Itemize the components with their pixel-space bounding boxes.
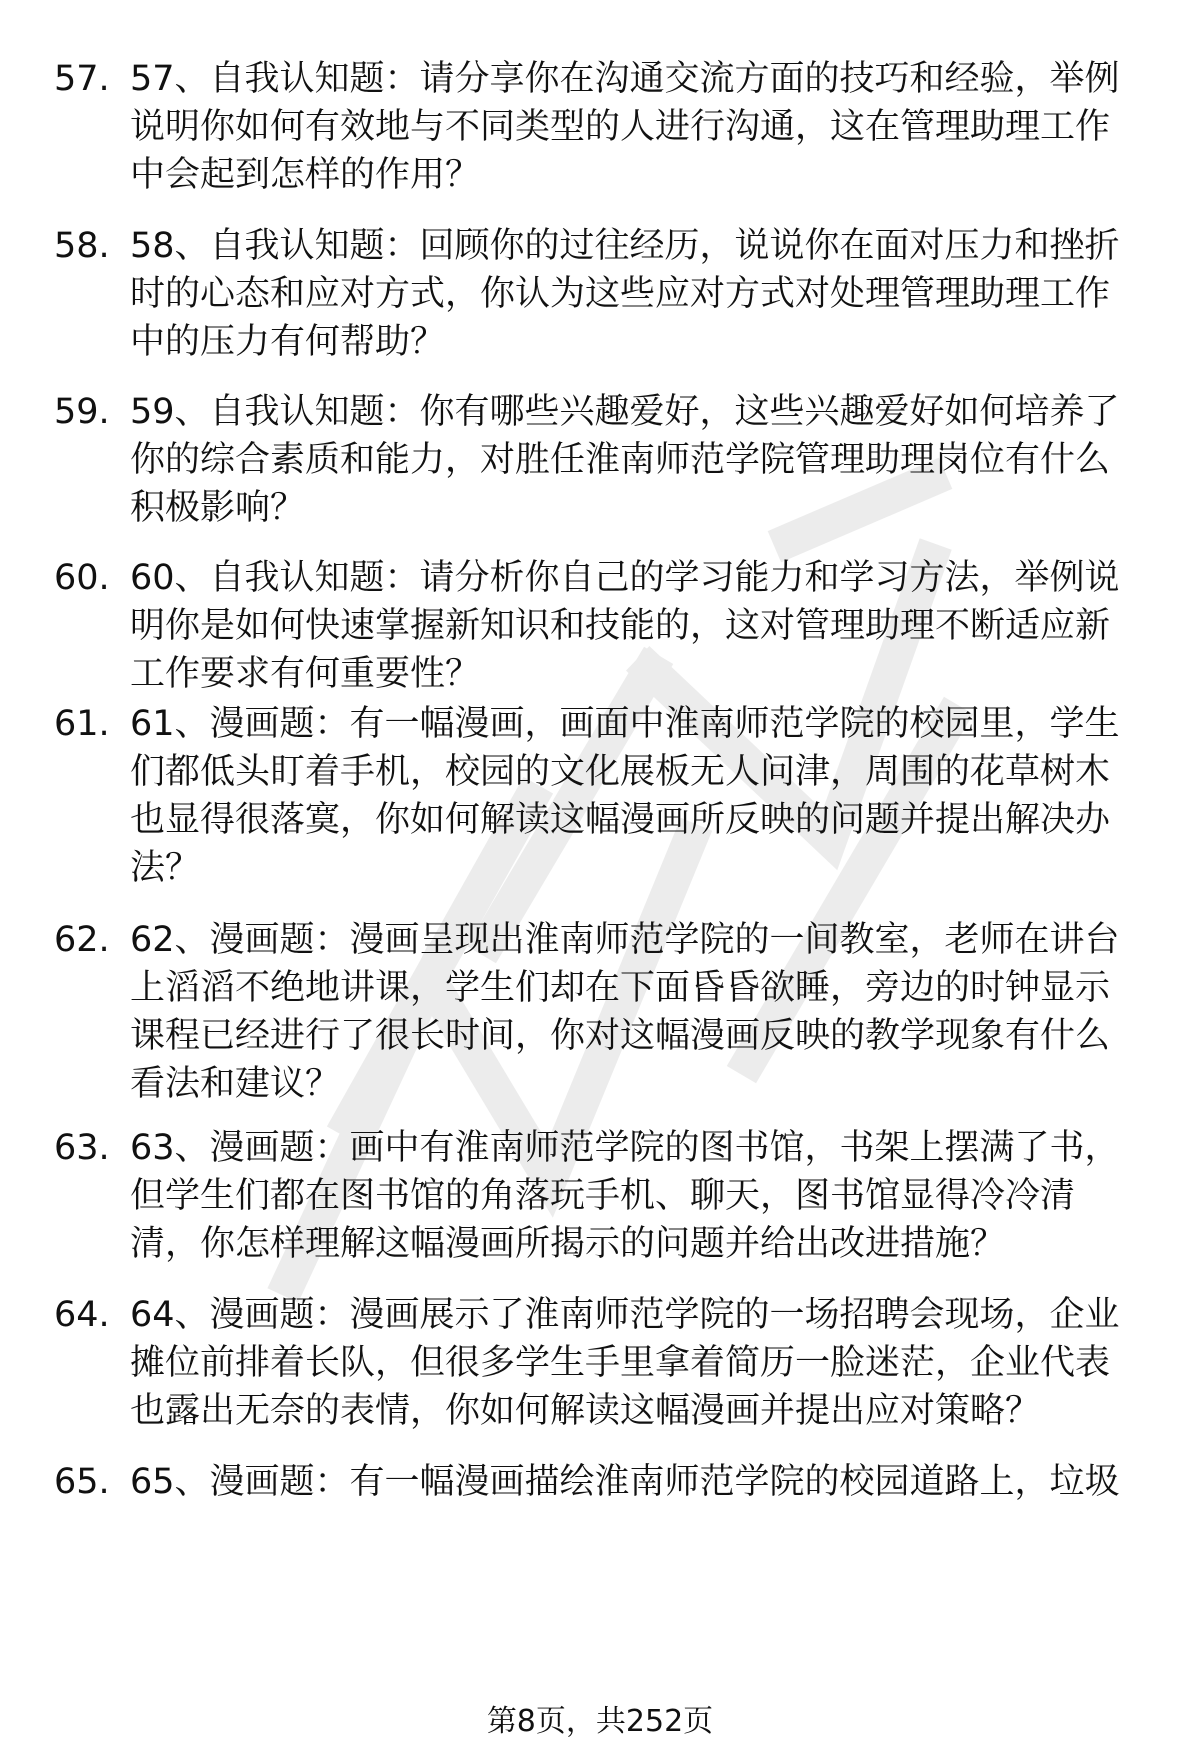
page-number-label: 第8页，共252页	[486, 1704, 714, 1739]
question-number: 63.	[54, 1128, 110, 1168]
question-text-line: 58、自我认知题：回顾你的过往经历，说说你在面对压力和挫折	[130, 226, 1120, 266]
question-text-line: 64、漫画题：漫画展示了淮南师范学院的一场招聘会现场，企业	[130, 1295, 1120, 1335]
question-text-line: 上滔滔不绝地讲课，学生们却在下面昏昏欲睡，旁边的时钟显示	[130, 968, 1111, 1008]
question-text-line: 课程已经进行了很长时间，你对这幅漫画反映的教学现象有什么	[130, 1016, 1111, 1056]
question-number: 57.	[54, 59, 110, 99]
question-text-line: 中的压力有何帮助？	[130, 322, 446, 362]
question-number: 65.	[54, 1462, 110, 1502]
question-text-line: 62、漫画题：漫画呈现出淮南师范学院的一间教室，老师在讲台	[130, 920, 1120, 960]
question-text-line: 积极影响？	[130, 488, 306, 528]
question-text-line: 清，你怎样理解这幅漫画所揭示的问题并给出改进措施？	[130, 1224, 1006, 1264]
question-number: 64.	[54, 1295, 110, 1335]
question-text-line: 59、自我认知题：你有哪些兴趣爱好，这些兴趣爱好如何培养了	[130, 392, 1120, 432]
question-text-line: 63、漫画题：画中有淮南师范学院的图书馆，书架上摆满了书，	[130, 1128, 1120, 1168]
question-text-line: 你的综合素质和能力，对胜任淮南师范学院管理助理岗位有什么	[130, 440, 1111, 480]
question-text-line: 时的心态和应对方式，你认为这些应对方式对处理管理助理工作	[130, 274, 1111, 314]
question-text-line: 也露出无奈的表情，你如何解读这幅漫画并提出应对策略？	[130, 1391, 1041, 1431]
question-text-line: 看法和建议？	[130, 1064, 341, 1104]
question-text-line: 65、漫画题：有一幅漫画描绘淮南师范学院的校园道路上，垃圾	[130, 1462, 1120, 1502]
question-number: 58.	[54, 226, 110, 266]
question-text-line: 中会起到怎样的作用？	[130, 155, 481, 195]
question-text-line: 法？	[130, 848, 201, 888]
question-text-line: 摊位前排着长队，但很多学生手里拿着简历一脸迷茫，企业代表	[130, 1343, 1111, 1383]
question-number: 61.	[54, 704, 110, 744]
question-number: 62.	[54, 920, 110, 960]
question-text-line: 们都低头盯着手机，校园的文化展板无人问津，周围的花草树木	[130, 752, 1111, 792]
page-footer	[0, 1702, 1200, 1742]
question-text-line: 57、自我认知题：请分享你在沟通交流方面的技巧和经验，举例	[130, 59, 1120, 99]
question-text-line: 也显得很落寞，你如何解读这幅漫画所反映的问题并提出解决办	[130, 800, 1111, 840]
question-text-line: 但学生们都在图书馆的角落玩手机、聊天，图书馆显得冷冷清	[130, 1176, 1076, 1216]
question-number: 59.	[54, 392, 110, 432]
question-text-line: 工作要求有何重要性？	[130, 654, 481, 694]
question-text-line: 明你是如何快速掌握新知识和技能的，这对管理助理不断适应新	[130, 606, 1111, 646]
question-text-line: 60、自我认知题：请分析你自己的学习能力和学习方法，举例说	[130, 558, 1120, 598]
question-text-line: 说明你如何有效地与不同类型的人进行沟通，这在管理助理工作	[130, 107, 1111, 147]
question-number: 60.	[54, 558, 110, 598]
question-text-line: 61、漫画题：有一幅漫画，画面中淮南师范学院的校园里，学生	[130, 704, 1120, 744]
